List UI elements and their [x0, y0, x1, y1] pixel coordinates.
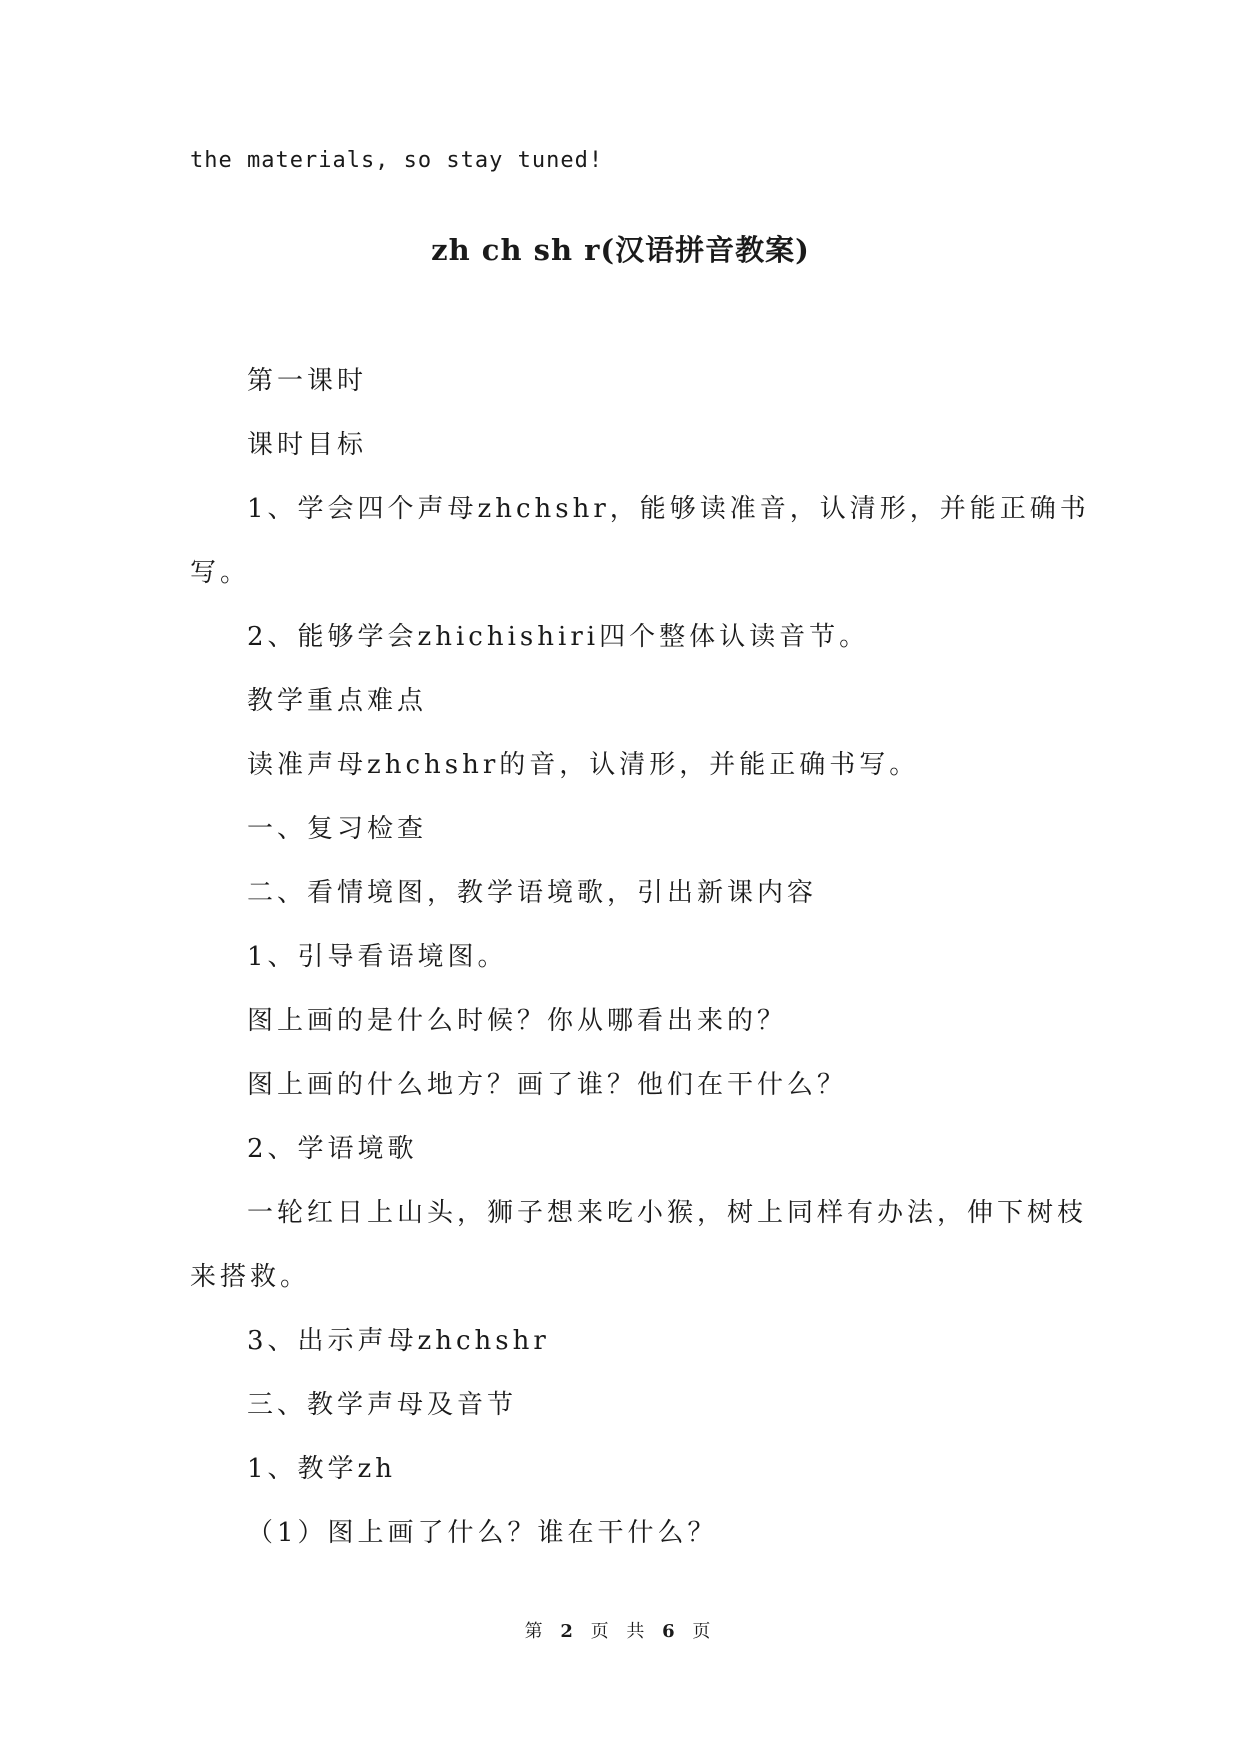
intro-text: the materials, so stay tuned! — [190, 148, 604, 173]
paragraph: 2、能够学会zhichishiri四个整体认读音节。 — [247, 622, 870, 652]
paragraph: 一轮红日上山头，狮子想来吃小猴，树上同样有办法，伸下树枝 — [247, 1198, 1088, 1228]
paragraph: 写。 — [190, 558, 251, 588]
paragraph: 1、教学zh — [247, 1454, 396, 1484]
paragraph: 教学重点难点 — [247, 686, 428, 716]
paragraph: 1、学会四个声母zhchshr，能够读准音，认清形，并能正确书 — [247, 494, 1090, 524]
paragraph: 一、复习检查 — [247, 814, 428, 844]
paragraph: 2、学语境歌 — [247, 1134, 418, 1164]
paragraph: 课时目标 — [247, 430, 368, 460]
page-footer — [0, 1617, 1241, 1643]
paragraph: 3、出示声母zhchshr — [247, 1326, 550, 1356]
paragraph: （1）图上画了什么？谁在干什么？ — [247, 1518, 718, 1548]
footer-middle: 页 共 — [590, 1621, 651, 1642]
paragraph: 1、引导看语境图。 — [247, 942, 508, 972]
paragraph: 来搭救。 — [190, 1262, 311, 1292]
footer-prefix: 第 — [524, 1621, 549, 1642]
document-title: zh ch sh r(汉语拼音教案) — [431, 233, 810, 267]
paragraph: 图上画的是什么时候？你从哪看出来的？ — [247, 1006, 788, 1036]
paragraph: 第一课时 — [247, 366, 368, 396]
current-page-number: 2 — [560, 1621, 579, 1642]
paragraph: 图上画的什么地方？画了谁？他们在干什么？ — [247, 1070, 848, 1100]
paragraph: 读准声母zhchshr的音，认清形，并能正确书写。 — [247, 750, 920, 780]
paragraph: 三、教学声母及音节 — [247, 1390, 518, 1420]
footer-suffix: 页 — [692, 1621, 717, 1642]
total-page-number: 6 — [662, 1621, 681, 1642]
paragraph: 二、看情境图，教学语境歌，引出新课内容 — [247, 878, 818, 908]
